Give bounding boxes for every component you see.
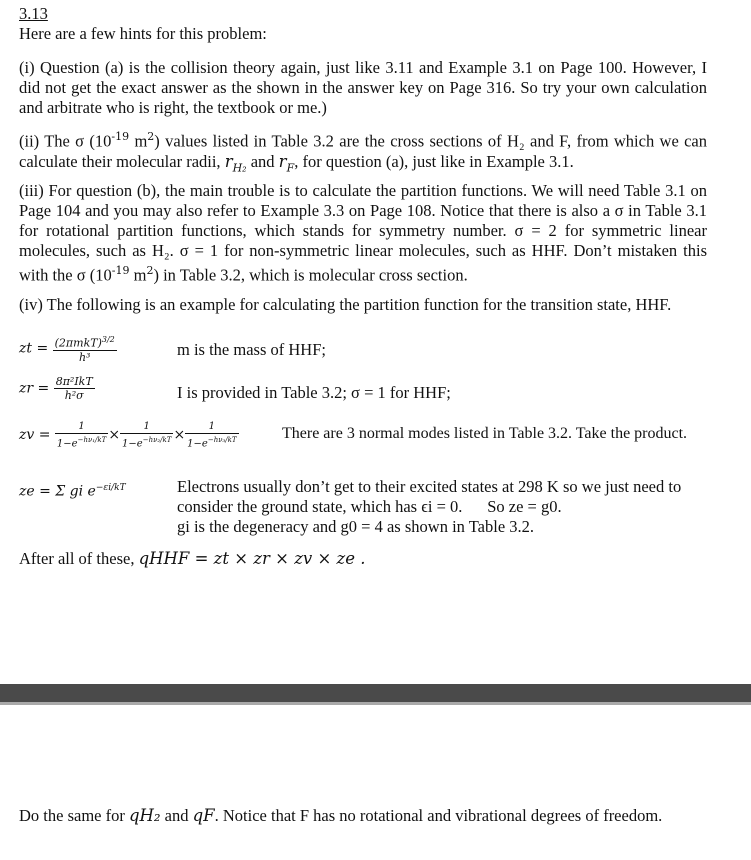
zv-numerator: 1 [185,420,238,434]
hint-2-part: m [129,131,148,151]
q-f: qF [192,806,215,825]
hint-2-part: and [246,151,279,171]
ze-lhs: ze = Σ gi e [19,483,96,500]
ze-equation [19,478,126,502]
exponent: -19 [111,130,130,143]
zv-lhs: zv = [19,427,51,444]
hint-3 [19,181,707,286]
zv-term-1 [55,420,108,450]
exponent: 2 [147,130,155,143]
zt-exponent: 3/2 [101,335,115,344]
zv-note: There are 3 normal modes listed in Table 3.2. Take the product. [282,425,688,442]
zv-numerator: 1 [120,420,173,434]
hint-4: (iv) The following is an example for calculating the partition function for the transition state, HHF. [19,295,672,314]
zv-numerator: 1 [55,420,108,434]
divider-bar [0,684,751,702]
radius-subscript: H₂ [232,160,247,174]
ze-note-2a: consider the ground state, which has ϵi = 0. [177,497,463,516]
ze-note-2b: So ze = g0. [487,497,562,516]
after-sentence [19,549,366,569]
zv-equation [19,420,239,450]
zt-equation [19,333,117,364]
zr-equation [19,375,95,402]
final-sentence [19,806,662,826]
after-formula: qHHF = zt × zr × zv × ze . [138,549,366,568]
zv-den-base: 1−e [187,438,208,450]
radius-symbol: r [278,151,287,171]
zv-term-2 [120,420,173,450]
q-h2: qH₂ [128,806,161,825]
zv-den-exp: −hν₃/kT [207,436,237,444]
times-sign: × [108,427,121,444]
zt-numerator: (2πmkT) [54,336,102,350]
hint-3-part: m [129,265,147,285]
radius-subscript: F [286,160,295,174]
intro-text: Here are a few hints for this problem: [19,24,267,43]
zt-note: m is the mass of HHF; [177,340,326,359]
hint-3-part: (iii) For question (b), the main trouble is to calculate the partition functions. We will need Table 3.1 on Page 104 and you may also refer to Example 3.3 on Page 108. Notice that there is also a σ in Table 3.1 for rotational partition functions, which stands for symmetry number. σ = 2 for symmetric linear molecules, such as H₂. σ = 1 for non-symmetric linear molecules, such as HHF. Don’t mistaken this with the σ (10 [19,181,707,285]
zv-term-3 [185,420,238,450]
zv-den-base: 1−e [56,438,78,450]
ze-exponent: −εi/kT [95,483,126,493]
exponent: -19 [111,264,130,277]
zr-denominator: h²σ [64,389,84,402]
zv-den-exp: −hν₁/kT [77,436,107,444]
zt-lhs: zt = [19,340,49,357]
radius-symbol: r [224,151,233,171]
zv-den-exp: −hν₂/kT [142,436,172,444]
after-text: After all of these, [19,549,139,568]
hint-2 [19,127,707,178]
problem-number: 3.13 [19,4,48,23]
zr-numerator: 8π²IkT [55,375,93,388]
final-part: . Notice that F has no rotational and vibrational degrees of freedom. [214,806,663,825]
zt-denominator: h³ [78,350,91,364]
hint-2-part: ) values listed in Table 3.2 are the cross sections of H₂ and F, from which we can calculate their molecular radii, [19,131,707,171]
ze-note-2 [177,497,562,517]
ze-note-3: gi is the degeneracy and g0 = 4 as shown in Table 3.2. [177,517,535,536]
ze-note-1: Electrons usually don’t get to their excited states at 298 K so we just need to [177,477,682,496]
final-part: Do the same for [19,806,129,825]
zr-lhs: zr = [19,380,50,397]
hint-2-part: , for question (a), just like in Example 3.1. [294,151,574,171]
zr-note: I is provided in Table 3.2; σ = 1 for HHF; [177,383,451,402]
final-part: and [160,806,193,825]
zr-fraction [54,375,95,402]
divider-shadow [0,702,751,705]
hint-3-part: ) in Table 3.2, which is molecular cross section. [153,265,468,285]
times-sign: × [173,427,186,444]
hint-2-part: (ii) The σ (10 [19,131,112,151]
exponent: 2 [146,264,154,277]
zt-fraction [53,333,117,364]
hint-1: (i) Question (a) is the collision theory again, just like 3.11 and Example 3.1 on Page 100. However, I did not get the exact answer as the shown in the answer key on Page 316. So try your own calculation and arbitrate who is right, the textbook or me.) [19,58,707,117]
zv-den-base: 1−e [122,438,143,450]
